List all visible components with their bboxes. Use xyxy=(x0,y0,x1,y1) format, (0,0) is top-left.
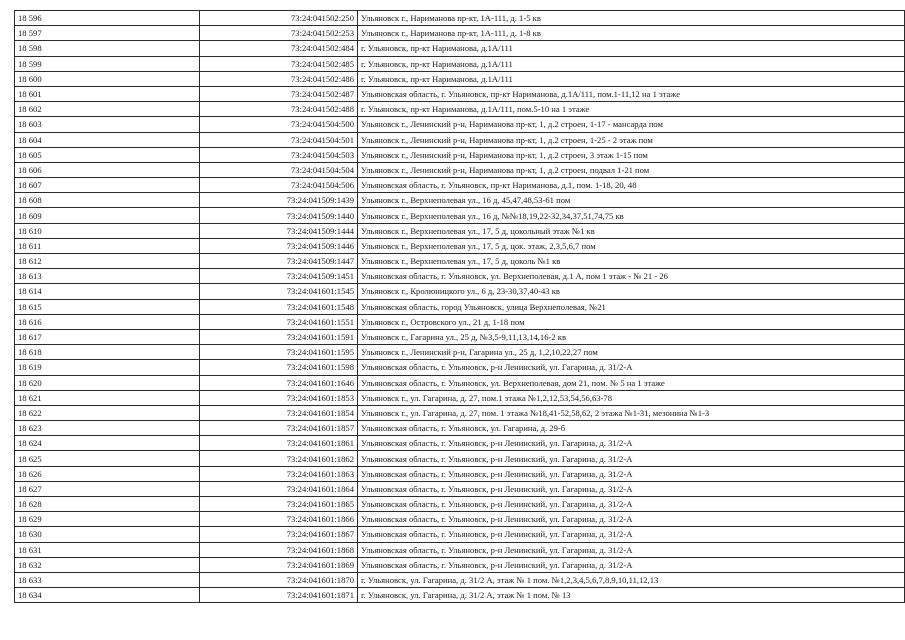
row-number-cell: 18 602 xyxy=(15,102,200,117)
table-row xyxy=(15,451,905,466)
address-cell: Ульяновская область, г. Ульяновск, пр-кт Нариманова, д.1А/111, пом.1-11,12 на 1 этаже xyxy=(358,86,905,101)
cadastral-number-cell: 73:24:041601:1866 xyxy=(200,512,358,527)
table-row xyxy=(15,588,905,603)
address-cell: Ульяновск г., Верхнеполевая ул., 16 д, 45,47,48,53-61 пом xyxy=(358,193,905,208)
address-cell: Ульяновск г., Верхнеполевая ул., 17, 5 д, цок. этаж, 2,3,5,6,7 пом xyxy=(358,238,905,253)
address-cell: Ульяновская область, г. Ульяновск, ул. Верхнеполевая, дом 21, пом. № 5 на 1 этаже xyxy=(358,375,905,390)
row-number-cell: 18 627 xyxy=(15,481,200,496)
table-row xyxy=(15,41,905,56)
table-row xyxy=(15,405,905,420)
cadastral-number-cell: 73:24:041601:1598 xyxy=(200,360,358,375)
cadastral-number-cell: 73:24:041504:504 xyxy=(200,162,358,177)
table-row xyxy=(15,497,905,512)
address-cell: Ульяновская область, город Ульяновск, улица Верхнеполевая, №21 xyxy=(358,299,905,314)
address-cell: Ульяновск г., Верхнеполевая ул., 17, 5 д, цокольный этаж №1 кв xyxy=(358,223,905,238)
table-row xyxy=(15,178,905,193)
address-cell: Ульяновск г., Ленинский р-н, Нариманова пр-кт, 1, д.2 строен, 1-17 - мансарда пом xyxy=(358,117,905,132)
cadastral-number-cell: 73:24:041601:1865 xyxy=(200,497,358,512)
address-cell: Ульяновск г., Нариманова пр-кт, 1А-111, д. 1-5 кв xyxy=(358,11,905,26)
address-cell: Ульяновская область, г. Ульяновск, р-н Ленинский, ул. Гагарина, д. 31/2-А xyxy=(358,527,905,542)
table-row xyxy=(15,254,905,269)
address-cell: Ульяновская область, г. Ульяновск, р-н Ленинский, ул. Гагарина, д. 31/2-А xyxy=(358,542,905,557)
address-cell: Ульяновск г., Ленинский р-н, Нариманова пр-кт, 1, д.2 строен, 3 этаж 1-15 пом xyxy=(358,147,905,162)
cadastral-number-cell: 73:24:041601:1854 xyxy=(200,405,358,420)
cadastral-number-cell: 73:24:041601:1868 xyxy=(200,542,358,557)
address-cell: Ульяновская область, г. Ульяновск, р-н Ленинский, ул. Гагарина, д. 31/2-А xyxy=(358,451,905,466)
address-cell: Ульяновская область, г. Ульяновск, пр-кт Нариманова, д.1, пом. 1-18, 20, 48 xyxy=(358,178,905,193)
row-number-cell: 18 632 xyxy=(15,557,200,572)
row-number-cell: 18 629 xyxy=(15,512,200,527)
address-cell: Ульяновская область, г. Ульяновск, р-н Ленинский, ул. Гагарина, д. 31/2-А xyxy=(358,360,905,375)
cadastral-number-cell: 73:24:041601:1862 xyxy=(200,451,358,466)
cadastral-number-cell: 73:24:041601:1548 xyxy=(200,299,358,314)
row-number-cell: 18 599 xyxy=(15,56,200,71)
row-number-cell: 18 613 xyxy=(15,269,200,284)
row-number-cell: 18 630 xyxy=(15,527,200,542)
table-row xyxy=(15,269,905,284)
table-row xyxy=(15,299,905,314)
cadastral-number-cell: 73:24:041509:1446 xyxy=(200,238,358,253)
address-cell: Ульяновская область, г. Ульяновск, р-н Ленинский, ул. Гагарина, д. 31/2-А xyxy=(358,557,905,572)
table-row xyxy=(15,557,905,572)
cadastral-number-cell: 73:24:041504:501 xyxy=(200,132,358,147)
address-cell: Ульяновск г., Ленинский р-н, Нариманова пр-кт, 1, д.2 строен, 1-25 - 2 этаж пом xyxy=(358,132,905,147)
table-row xyxy=(15,238,905,253)
cadastral-number-cell: 73:24:041502:484 xyxy=(200,41,358,56)
cadastral-number-cell: 73:24:041601:1864 xyxy=(200,481,358,496)
cadastral-number-cell: 73:24:041502:250 xyxy=(200,11,358,26)
address-cell: Ульяновская область, г. Ульяновск, р-н Ленинский, ул. Гагарина, д. 31/2-А xyxy=(358,436,905,451)
row-number-cell: 18 609 xyxy=(15,208,200,223)
cadastral-number-cell: 73:24:041504:503 xyxy=(200,147,358,162)
table-row xyxy=(15,345,905,360)
table-row xyxy=(15,117,905,132)
cadastral-number-cell: 73:24:041601:1551 xyxy=(200,314,358,329)
cadastral-number-cell: 73:24:041502:488 xyxy=(200,102,358,117)
address-cell: Ульяновск г., Нариманова пр-кт, 1А-111, д. 1-8 кв xyxy=(358,26,905,41)
row-number-cell: 18 597 xyxy=(15,26,200,41)
row-number-cell: 18 611 xyxy=(15,238,200,253)
table-row xyxy=(15,147,905,162)
address-cell: Ульяновская область, г. Ульяновск, р-н Ленинский, ул. Гагарина, д. 31/2-А xyxy=(358,512,905,527)
cadastral-number-cell: 73:24:041601:1646 xyxy=(200,375,358,390)
table-row xyxy=(15,132,905,147)
row-number-cell: 18 607 xyxy=(15,178,200,193)
row-number-cell: 18 624 xyxy=(15,436,200,451)
row-number-cell: 18 598 xyxy=(15,41,200,56)
cadastral-number-cell: 73:24:041601:1857 xyxy=(200,421,358,436)
table-row xyxy=(15,208,905,223)
row-number-cell: 18 608 xyxy=(15,193,200,208)
cadastral-number-cell: 73:24:041509:1451 xyxy=(200,269,358,284)
table-row xyxy=(15,436,905,451)
cadastral-number-cell: 73:24:041601:1545 xyxy=(200,284,358,299)
table-row xyxy=(15,314,905,329)
table-row xyxy=(15,223,905,238)
cadastral-number-cell: 73:24:041504:500 xyxy=(200,117,358,132)
cadastral-number-cell: 73:24:041601:1595 xyxy=(200,345,358,360)
table-row xyxy=(15,466,905,481)
row-number-cell: 18 621 xyxy=(15,390,200,405)
row-number-cell: 18 606 xyxy=(15,162,200,177)
table-row xyxy=(15,527,905,542)
row-number-cell: 18 634 xyxy=(15,588,200,603)
table-row xyxy=(15,102,905,117)
cadastral-number-cell: 73:24:041601:1863 xyxy=(200,466,358,481)
table-row xyxy=(15,390,905,405)
row-number-cell: 18 615 xyxy=(15,299,200,314)
row-number-cell: 18 620 xyxy=(15,375,200,390)
address-cell: г. Ульяновск, ул. Гагарина, д. 31/2 А, этаж № 1 пом. № 13 xyxy=(358,588,905,603)
row-number-cell: 18 603 xyxy=(15,117,200,132)
table-row xyxy=(15,360,905,375)
table-row xyxy=(15,284,905,299)
row-number-cell: 18 616 xyxy=(15,314,200,329)
address-cell: г. Ульяновск, пр-кт Нариманова, д.1А/111, пом.5-10 на 1 этаже xyxy=(358,102,905,117)
row-number-cell: 18 604 xyxy=(15,132,200,147)
address-cell: Ульяновская область, г. Ульяновск, ул. Гагарина, д. 29-б xyxy=(358,421,905,436)
cadastral-number-cell: 73:24:041504:506 xyxy=(200,178,358,193)
row-number-cell: 18 623 xyxy=(15,421,200,436)
table-row xyxy=(15,162,905,177)
address-cell: Ульяновск г., ул. Гагарина, д. 27, пом.1 этажа №1,2,12,53,54,56,63-78 xyxy=(358,390,905,405)
address-cell: г. Ульяновск, ул. Гагарина, д. 31/2 А, этаж № 1 пом. №1,2,3,4,5,6,7,8,9,10,11,12,13 xyxy=(358,572,905,587)
row-number-cell: 18 626 xyxy=(15,466,200,481)
table-row xyxy=(15,26,905,41)
cadastral-number-cell: 73:24:041601:1869 xyxy=(200,557,358,572)
address-cell: Ульяновск г., Ленинский р-н, Нариманова пр-кт, 1, д.2 строен, подвал 1-21 пом xyxy=(358,162,905,177)
row-number-cell: 18 625 xyxy=(15,451,200,466)
register-table-body xyxy=(15,11,905,603)
address-cell: Ульяновск г., Ленинский р-н, Гагарина ул., 25 д, 1,2,10,22,27 пом xyxy=(358,345,905,360)
cadastral-number-cell: 73:24:041601:1853 xyxy=(200,390,358,405)
cadastral-number-cell: 73:24:041601:1871 xyxy=(200,588,358,603)
row-number-cell: 18 618 xyxy=(15,345,200,360)
table-row xyxy=(15,329,905,344)
address-cell: Ульяновск г., Гагарина ул., 25 д, №3,5-9,11,13,14,16-2 кв xyxy=(358,329,905,344)
cadastral-number-cell: 73:24:041502:487 xyxy=(200,86,358,101)
cadastral-number-cell: 73:24:041502:486 xyxy=(200,71,358,86)
address-cell: Ульяновск г., Верхнеполевая ул., 16 д, №№18,19,22-32,34,37,51,74,75 кв xyxy=(358,208,905,223)
cadastral-number-cell: 73:24:041509:1444 xyxy=(200,223,358,238)
address-cell: Ульяновск г., Кролюницкого ул., 6 д, 23-30,37,40-43 кв xyxy=(358,284,905,299)
row-number-cell: 18 601 xyxy=(15,86,200,101)
row-number-cell: 18 622 xyxy=(15,405,200,420)
address-cell: г. Ульяновск, пр-кт Нариманова, д.1А/111 xyxy=(358,41,905,56)
table-row xyxy=(15,542,905,557)
address-cell: Ульяновск г., Островского ул., 21 д, 1-18 пом xyxy=(358,314,905,329)
row-number-cell: 18 617 xyxy=(15,329,200,344)
address-cell: Ульяновская область, г. Ульяновск, ул. Верхнеполевая, д.1 А, пом 1 этаж - № 21 - 26 xyxy=(358,269,905,284)
row-number-cell: 18 605 xyxy=(15,147,200,162)
address-cell: Ульяновская область, г. Ульяновск, р-н Ленинский, ул. Гагарина, д. 31/2-А xyxy=(358,497,905,512)
table-row xyxy=(15,421,905,436)
table-row xyxy=(15,86,905,101)
cadastral-number-cell: 73:24:041509:1440 xyxy=(200,208,358,223)
cadastral-number-cell: 73:24:041502:253 xyxy=(200,26,358,41)
row-number-cell: 18 614 xyxy=(15,284,200,299)
cadastral-number-cell: 73:24:041601:1870 xyxy=(200,572,358,587)
table-row xyxy=(15,11,905,26)
address-cell: Ульяновск г., ул. Гагарина, д. 27, пом. 1 этажа №18,41-52,58,62, 2 этажа №1-31, мезонина №1-3 xyxy=(358,405,905,420)
table-row xyxy=(15,375,905,390)
cadastral-number-cell: 73:24:041509:1447 xyxy=(200,254,358,269)
address-cell: Ульяновск г., Верхнеполевая ул., 17, 5 д, цоколь №1 кв xyxy=(358,254,905,269)
row-number-cell: 18 610 xyxy=(15,223,200,238)
row-number-cell: 18 633 xyxy=(15,572,200,587)
row-number-cell: 18 596 xyxy=(15,11,200,26)
row-number-cell: 18 600 xyxy=(15,71,200,86)
address-cell: г. Ульяновск, пр-кт Нариманова, д.1А/111 xyxy=(358,56,905,71)
cadastral-number-cell: 73:24:041601:1867 xyxy=(200,527,358,542)
cadastral-number-cell: 73:24:041601:1591 xyxy=(200,329,358,344)
cadastral-number-cell: 73:24:041502:485 xyxy=(200,56,358,71)
table-row xyxy=(15,572,905,587)
register-table xyxy=(14,10,905,603)
row-number-cell: 18 631 xyxy=(15,542,200,557)
table-row xyxy=(15,56,905,71)
cadastral-number-cell: 73:24:041601:1861 xyxy=(200,436,358,451)
table-row xyxy=(15,71,905,86)
table-row xyxy=(15,481,905,496)
cadastral-number-cell: 73:24:041509:1439 xyxy=(200,193,358,208)
table-row xyxy=(15,512,905,527)
row-number-cell: 18 619 xyxy=(15,360,200,375)
address-cell: Ульяновская область, г. Ульяновск, р-н Ленинский, ул. Гагарина, д. 31/2-А xyxy=(358,466,905,481)
row-number-cell: 18 628 xyxy=(15,497,200,512)
row-number-cell: 18 612 xyxy=(15,254,200,269)
address-cell: Ульяновская область, г. Ульяновск, р-н Ленинский, ул. Гагарина, д. 31/2-А xyxy=(358,481,905,496)
address-cell: г. Ульяновск, пр-кт Нариманова, д.1А/111 xyxy=(358,71,905,86)
table-row xyxy=(15,193,905,208)
